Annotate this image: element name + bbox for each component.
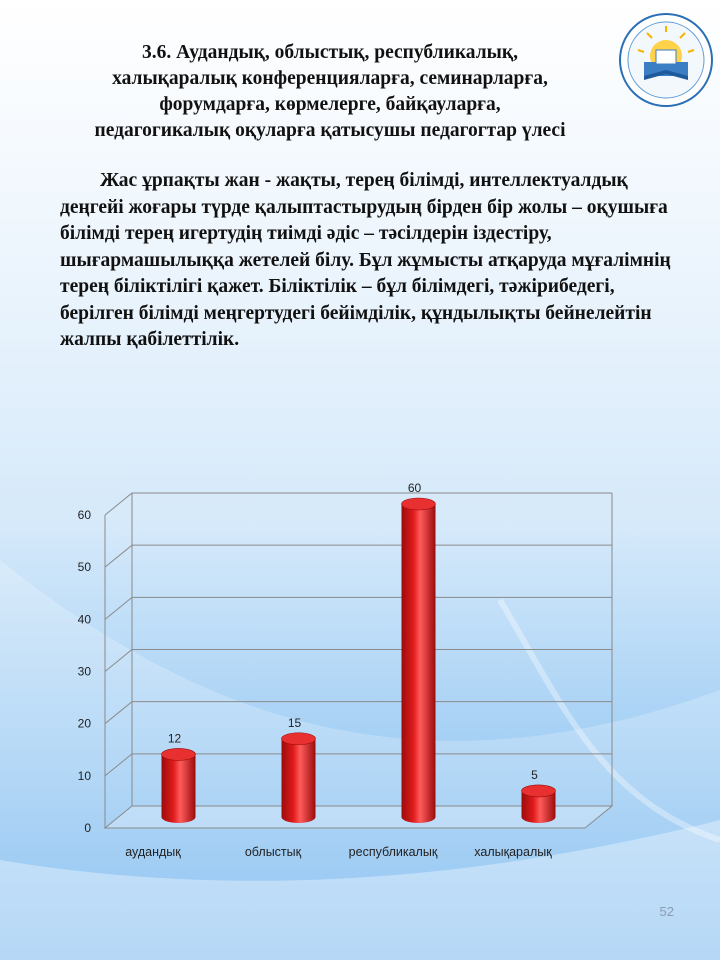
- bar-top: [402, 498, 436, 510]
- x-axis-categories: [125, 845, 552, 859]
- data-label: 5: [531, 767, 538, 782]
- data-label: 15: [287, 715, 302, 730]
- y-tick-label: 50: [77, 560, 91, 575]
- bar: [162, 754, 196, 823]
- x-category-label: республикалық: [348, 845, 438, 859]
- y-tick-label: 30: [77, 664, 91, 679]
- y-tick-label: 10: [77, 768, 91, 783]
- data-label: 12: [167, 731, 182, 746]
- bar-top: [162, 748, 196, 760]
- y-axis-ticks: [78, 508, 92, 835]
- bar: [282, 739, 316, 823]
- x-category-label: облыстық: [244, 845, 302, 859]
- page-title: [30, 40, 630, 144]
- y-tick-label: 0: [84, 821, 91, 835]
- gridline-diagonal: [105, 493, 132, 515]
- title-line: форумдарға, көрмелерге, байқауларға,: [159, 94, 501, 115]
- title-line: 3.6. Аудандық, облыстық, республикалық,: [141, 42, 518, 63]
- data-label: 60: [407, 481, 422, 495]
- bar-top: [522, 785, 556, 797]
- chart-bars: [162, 498, 556, 823]
- gridline-diagonal: [105, 754, 132, 776]
- intro-paragraph: Жас ұрпақты жан - жақты, терең білімді, интеллектуалдық деңгейі жоғары түрде қалыптастырудың бірден бір жолы – оқушыға білімді терең игертудің тиімді әдіс – тәсілдерін іздестіру, шығармашылыққа жетелей білу. Бұл жұмысты атқаруда мұғалімнің терең біліктілігі қажет. Біліктілік – бұл білімдегі, тәжірибедегі, берілген білімді меңгертудегі бейімділік, құндылықты бейнелейтін жалпы қабілеттілік.: [60, 170, 671, 350]
- y-tick-label: 20: [77, 716, 91, 731]
- y-tick-label: 40: [77, 612, 91, 627]
- participation-bar-chart: [0, 470, 720, 870]
- title-line: халықаралық конференцияларға, семинарларға,: [112, 68, 548, 89]
- gridline-diagonal: [105, 702, 132, 724]
- gridline-diagonal: [105, 650, 132, 672]
- x-category-label: аудандық: [125, 845, 181, 859]
- data-labels: [168, 481, 538, 782]
- bar: [402, 504, 436, 823]
- gridline-diagonal: [105, 597, 132, 619]
- school-emblem-icon: [618, 12, 714, 108]
- page-number: 52: [659, 904, 674, 919]
- x-category-label: халықаралық: [474, 845, 552, 859]
- gridline-diagonal: [105, 545, 132, 567]
- title-line: педагогикалық оқуларға қатысушы педагогтар үлесі: [94, 120, 566, 141]
- bar-top: [282, 733, 316, 745]
- y-tick-label: 60: [77, 508, 91, 522]
